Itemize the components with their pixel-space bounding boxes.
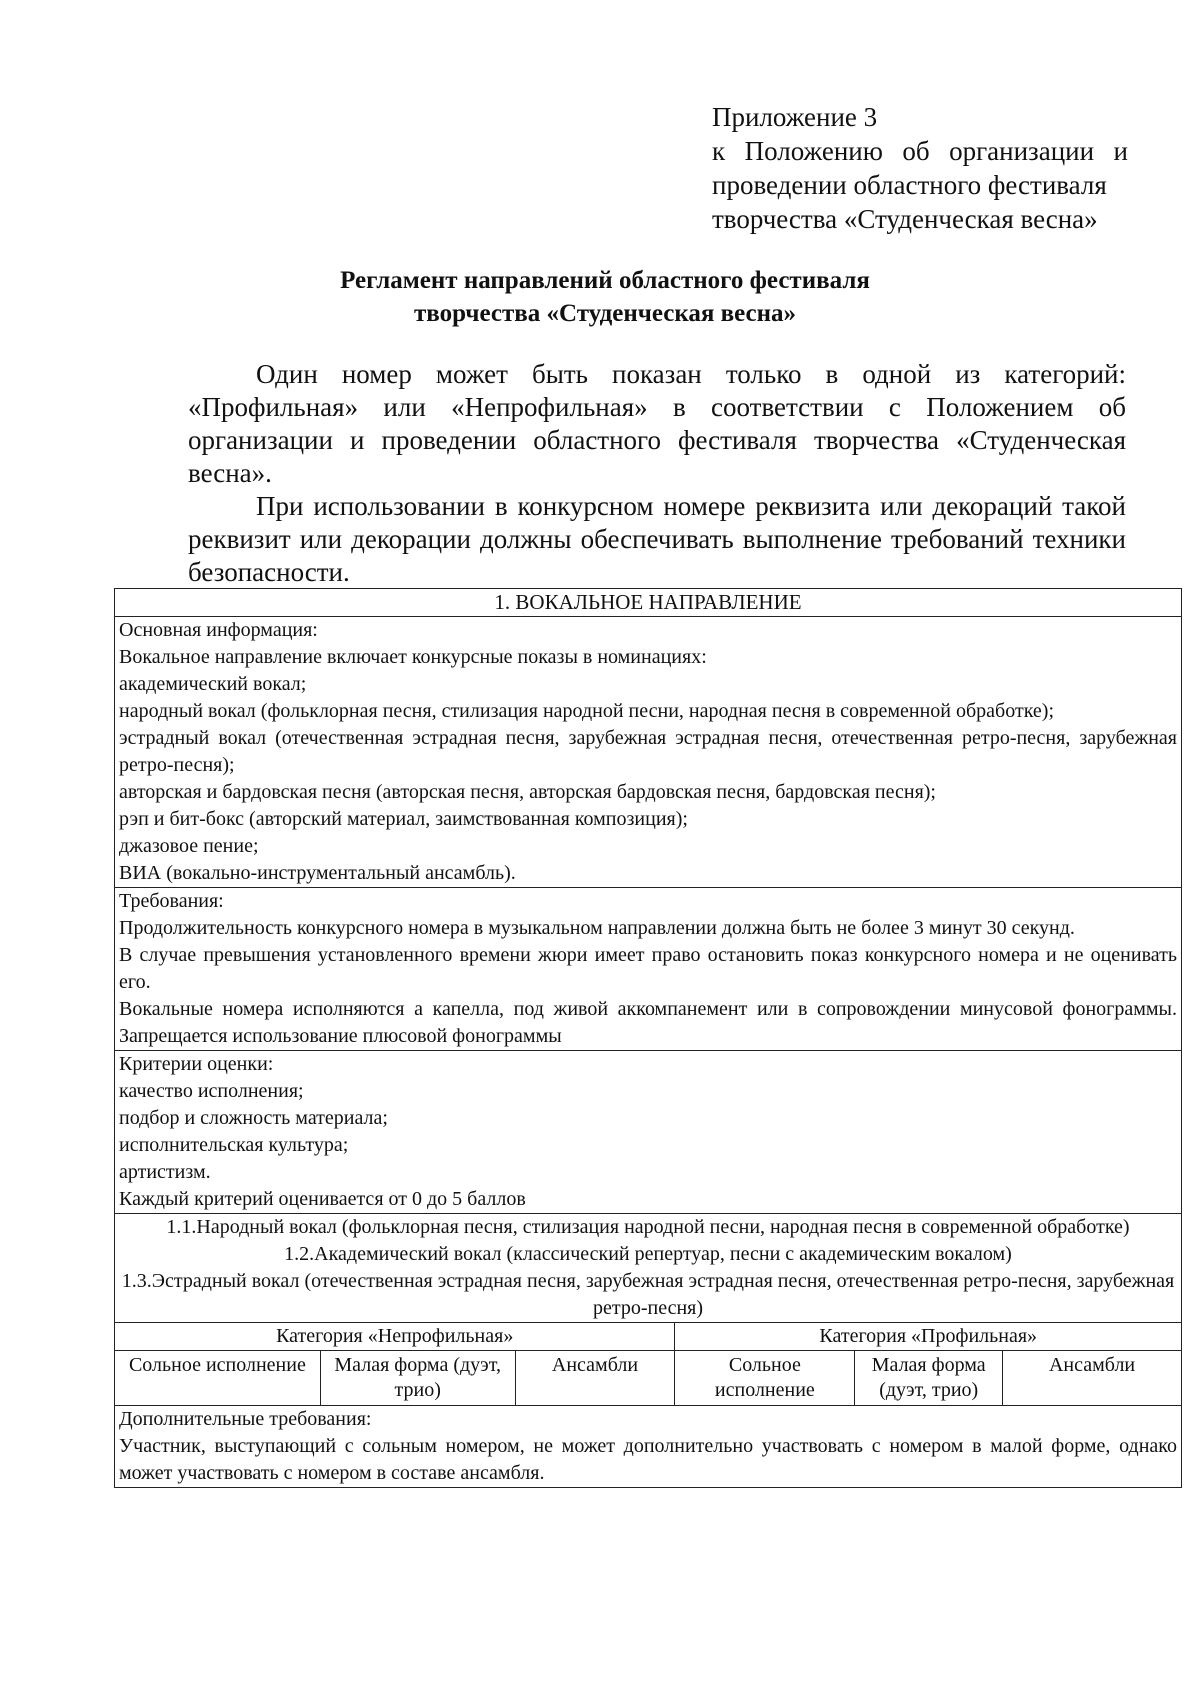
- requirements-line: Продолжительность конкурсного номера в музыкальном направлении должна быть не более 3 минут 30 секунд.: [119, 917, 1075, 939]
- nonprofile-ensembles: Ансамбли: [515, 1351, 675, 1406]
- basic-info-line: ВИА (вокально-инструментальный ансамбль).: [119, 862, 516, 884]
- basic-info-line: академический вокал;: [119, 673, 307, 695]
- intro-paragraph-1: Один номер может быть показан только в одной из категорий: «Профильная» или «Непрофильная» в соответствии с Положением об организации и проведении областного фестиваля творчества «Студенческая весна».: [188, 359, 1126, 488]
- requirements-line: В случае превышения установленного времени жюри имеет право остановить показ конкурсного номера и не оценивать его.: [119, 944, 1177, 993]
- criteria-label: Критерии оценки:: [119, 1053, 274, 1075]
- subsection-1-2: 1.2.Академический вокал (классический репертуар, песни с академическим вокалом): [284, 1243, 1012, 1265]
- nonprofile-small-form: Малая форма (дуэт, трио): [320, 1351, 515, 1406]
- additional-requirements-label: Дополнительные требования:: [119, 1408, 372, 1430]
- criteria-line: Каждый критерий оценивается от 0 до 5 баллов: [119, 1188, 526, 1210]
- criteria-cell: [115, 1051, 1182, 1214]
- criteria-line: качество исполнения;: [119, 1080, 304, 1102]
- additional-requirements-text: Участник, выступающий с сольным номером, не может дополнительно участвовать с номером в малой форме, однако может участвовать с номером в составе ансамбля.: [119, 1435, 1177, 1484]
- criteria-line: артистизм.: [119, 1161, 211, 1183]
- appendix-header: [712, 100, 1128, 236]
- appendix-number: Приложение 3: [712, 102, 878, 132]
- basic-info-cell: [115, 617, 1182, 888]
- category-nonprofile: Категория «Непрофильная»: [115, 1323, 675, 1351]
- regulation-table: [114, 588, 1182, 1488]
- section-title: 1. ВОКАЛЬНОЕ НАПРАВЛЕНИЕ: [115, 589, 1182, 617]
- requirements-cell: [115, 888, 1182, 1051]
- basic-info-line: джазовое пение;: [119, 835, 259, 857]
- basic-info-line: рэп и бит-бокс (авторский материал, заимствованная композиция);: [119, 808, 688, 830]
- requirements-line: Вокальные номера исполняются а капелла, под живой аккомпанемент или в сопровождении минусовой фонограммы. Запрещается использование плюсовой фонограммы: [119, 998, 1177, 1047]
- basic-info-label: Основная информация:: [119, 619, 318, 641]
- intro-paragraph-2: При использовании в конкурсном номере реквизита или декораций такой реквизит или декорации должны обеспечивать выполнение требований техники безопасности.: [188, 491, 1126, 587]
- subsections-cell: [115, 1214, 1182, 1323]
- subsection-1-1: 1.1.Народный вокал (фольклорная песня, стилизация народной песни, народная песня в современной обработке): [166, 1216, 1130, 1238]
- appendix-ref-line-3: творчества «Студенческая весна»: [712, 204, 1098, 234]
- title-line-1: Регламент направлений областного фестиваля: [340, 267, 870, 294]
- document-title: [150, 264, 1060, 330]
- basic-info-line: народный вокал (фольклорная песня, стилизация народной песни, народная песня в современной обработке);: [119, 700, 1055, 722]
- profile-small-form: Малая форма (дуэт, трио): [855, 1351, 1003, 1406]
- subsection-1-3: 1.3.Эстрадный вокал (отечественная эстрадная песня, зарубежная эстрадная песня, отечественная ретро-песня, зарубежная ретро-песня): [121, 1270, 1175, 1319]
- basic-info-line: эстрадный вокал (отечественная эстрадная песня, зарубежная эстрадная песня, отечественная ретро-песня, зарубежная ретро-песня);: [119, 727, 1177, 776]
- basic-info-line: Вокальное направление включает конкурсные показы в номинациях:: [119, 646, 707, 668]
- category-profile: Категория «Профильная»: [675, 1323, 1182, 1351]
- nonprofile-solo: Сольное исполнение: [115, 1351, 321, 1406]
- appendix-ref-line-2: проведении областного фестиваля: [712, 170, 1107, 200]
- profile-solo: Сольное исполнение: [675, 1351, 855, 1406]
- requirements-label: Требования:: [119, 890, 224, 912]
- intro-text: [188, 358, 1126, 589]
- criteria-line: подбор и сложность материала;: [119, 1107, 388, 1129]
- appendix-ref-line-1: к Положению об организации и: [712, 136, 1128, 166]
- criteria-line: исполнительская культура;: [119, 1134, 349, 1156]
- basic-info-line: авторская и бардовская песня (авторская песня, авторская бардовская песня, бардовская песня);: [119, 781, 936, 803]
- additional-requirements-cell: [115, 1406, 1182, 1488]
- title-line-2: творчества «Студенческая весна»: [413, 300, 797, 327]
- profile-ensembles: Ансамбли: [1003, 1351, 1182, 1406]
